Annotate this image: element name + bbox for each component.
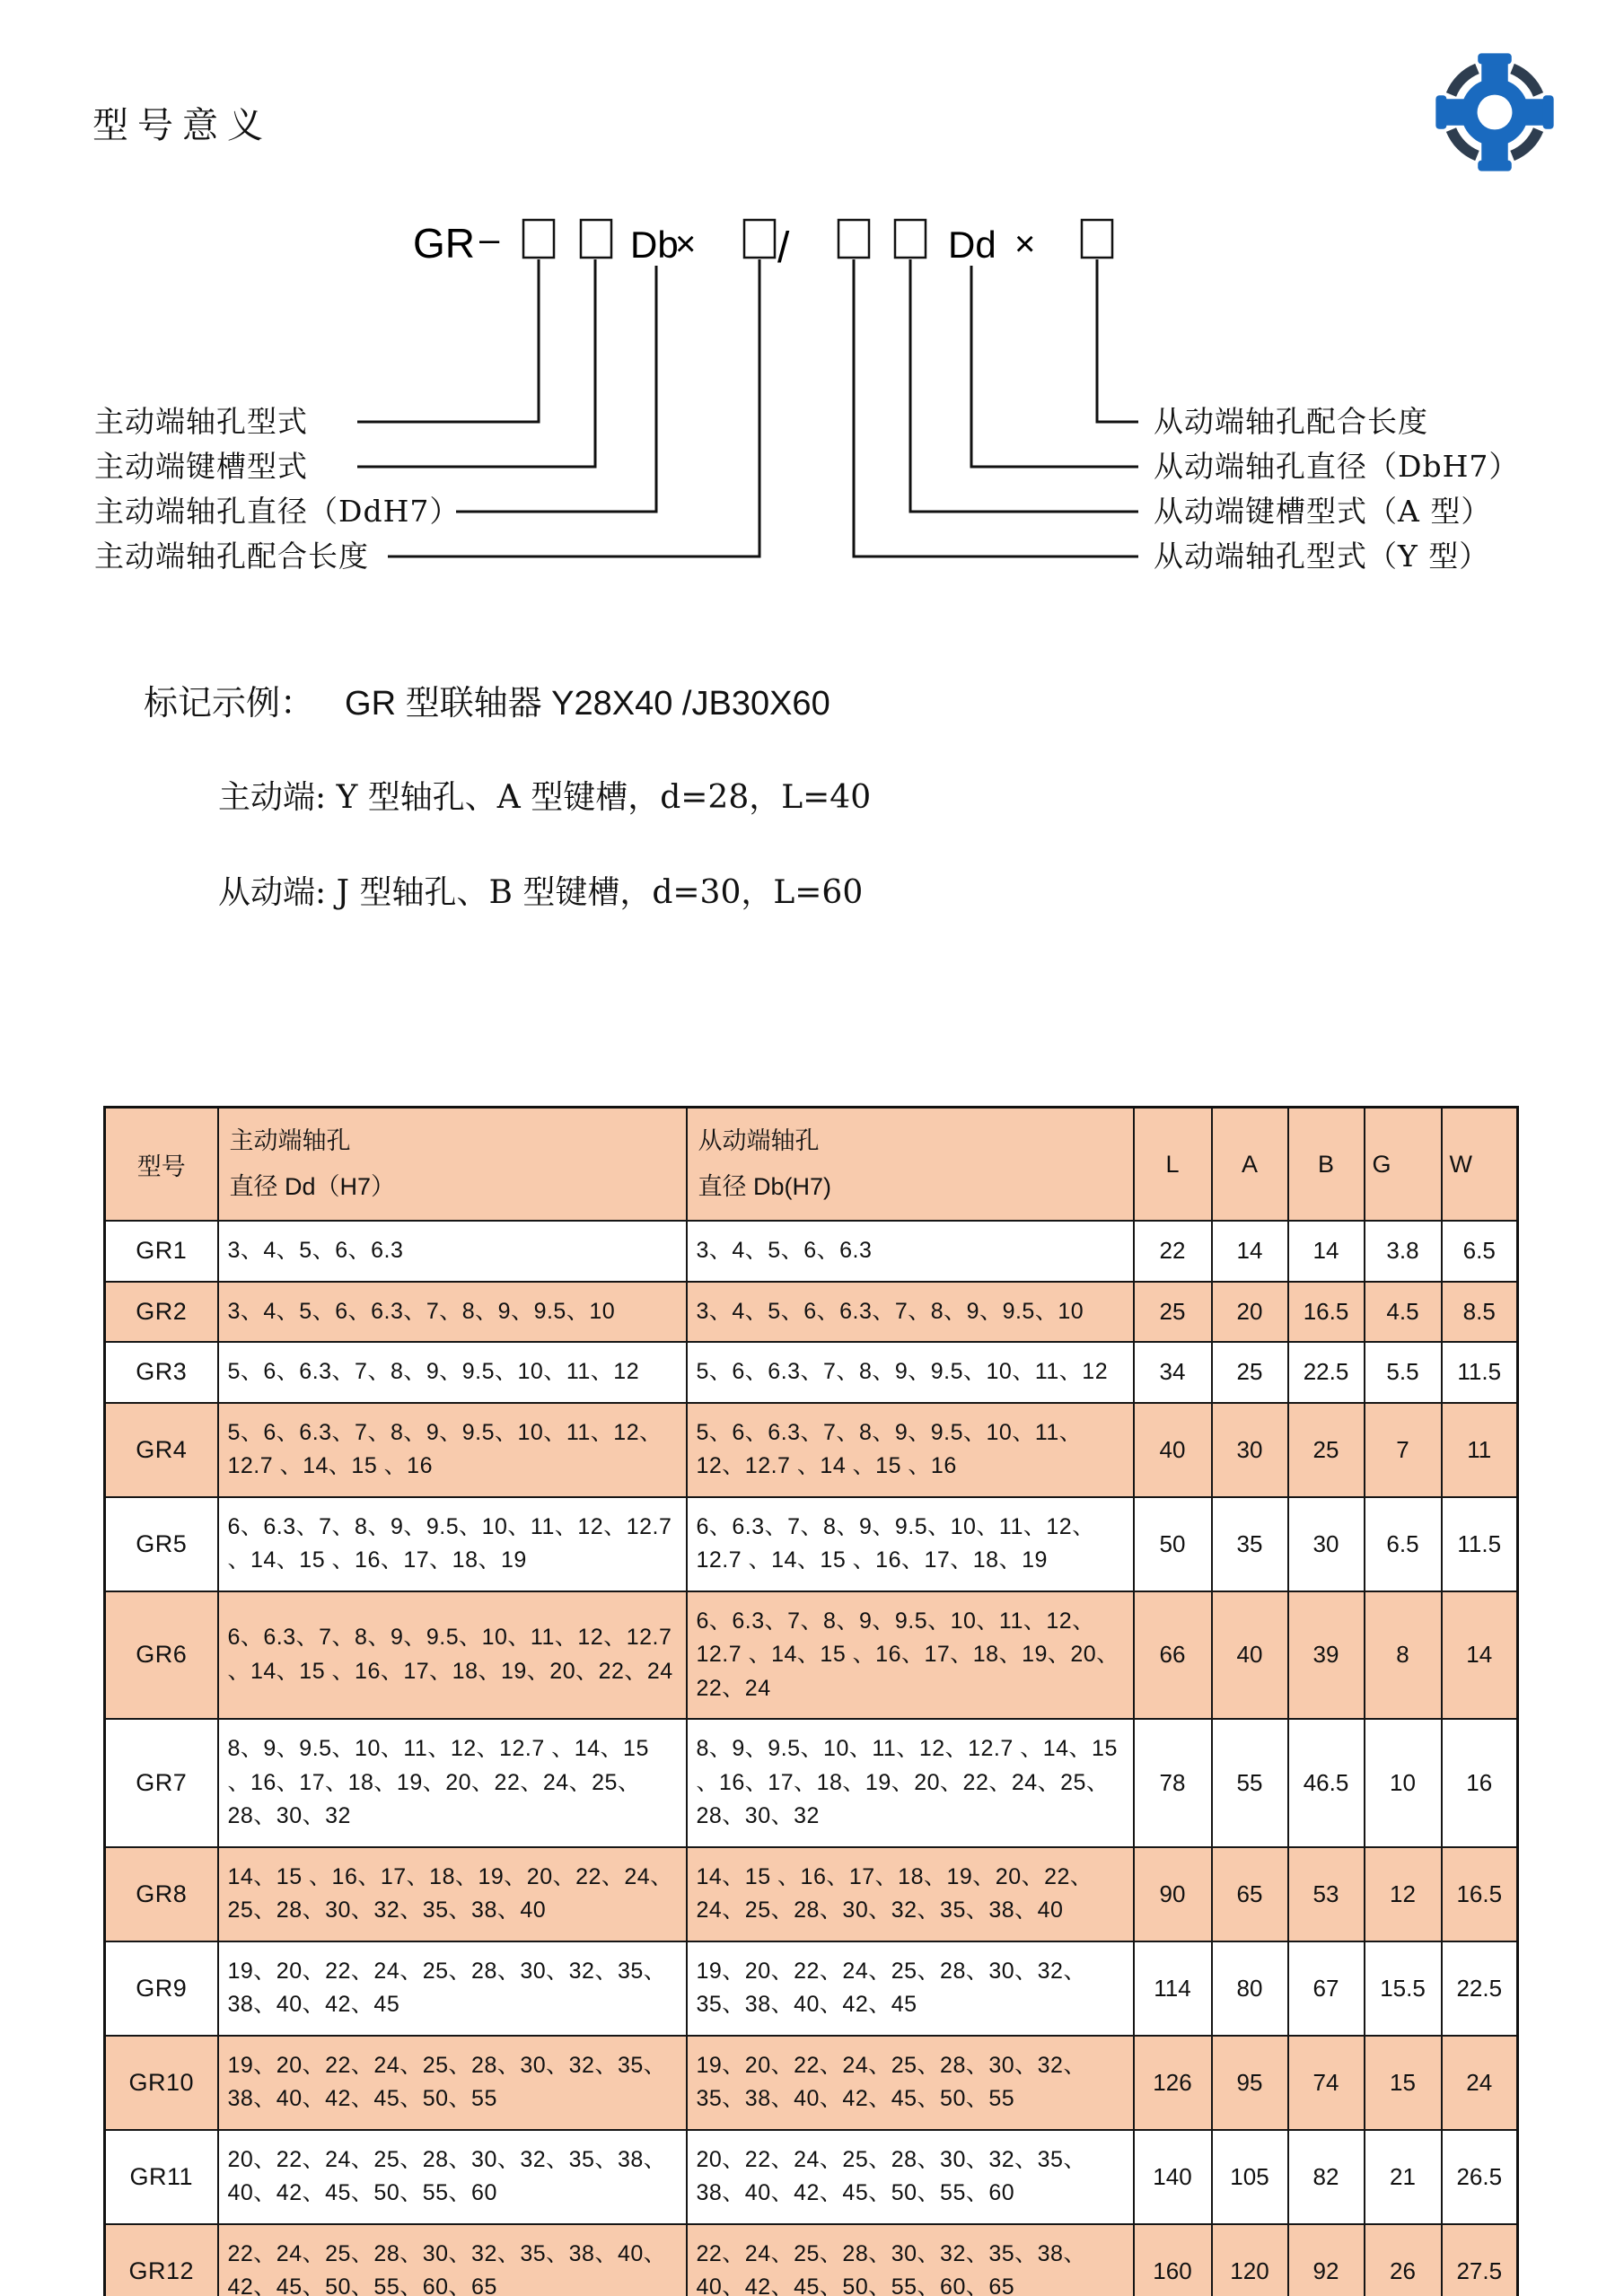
passive-bore-cell: 20、22、24、25、28、30、32、35、38、40、42、45、50、55、60 (687, 2130, 1134, 2224)
table-row (105, 1847, 1518, 1941)
active-bore-cell: 8、9、9.5、10、11、12、12.7 、14、15 、16、17、18、19、20、22、24、25、28、30、32 (218, 1719, 687, 1847)
B-cell: 30 (1288, 1497, 1365, 1591)
L-cell: 126 (1134, 2036, 1212, 2130)
active-bore-cell: 5、6、6.3、7、8、9、9.5、10、11、12、12.7 、14、15 、16 (218, 1403, 687, 1497)
code-dash: – (479, 220, 500, 259)
active-bore-cell: 14、15 、16、17、18、19、20、22、24、25、28、30、32、35、38、40 (218, 1847, 687, 1941)
code-prefix: GR (413, 220, 475, 267)
passive-bore-cell: 19、20、22、24、25、28、30、32、35、38、40、42、45 (687, 1941, 1134, 2036)
A-cell: 40 (1212, 1591, 1288, 1720)
W-cell: 24 (1442, 2036, 1518, 2130)
model-code-diagram (0, 0, 1624, 628)
table-row (105, 2224, 1518, 2296)
model-cell: GR8 (105, 1847, 218, 1941)
table-row (105, 1221, 1518, 1282)
W-cell: 22.5 (1442, 1941, 1518, 2036)
spec-table (103, 1106, 1519, 2296)
W-cell: 8.5 (1442, 1282, 1518, 1343)
L-cell: 34 (1134, 1342, 1212, 1403)
code-box (581, 220, 611, 258)
L-cell: 160 (1134, 2224, 1212, 2296)
B-cell: 53 (1288, 1847, 1365, 1941)
W-cell: 11 (1442, 1403, 1518, 1497)
header-model: 型号 (105, 1108, 218, 1222)
L-cell: 90 (1134, 1847, 1212, 1941)
W-cell: 14 (1442, 1591, 1518, 1720)
code-dd: Dd (948, 223, 996, 266)
label-active-bore-dia: 主动端轴孔直径（DdH7） (94, 494, 461, 529)
G-cell: 8 (1365, 1591, 1442, 1720)
B-cell: 46.5 (1288, 1719, 1365, 1847)
A-cell: 105 (1212, 2130, 1288, 2224)
model-cell: GR10 (105, 2036, 218, 2130)
W-cell: 16.5 (1442, 1847, 1518, 1941)
model-cell: GR9 (105, 1941, 218, 2036)
code-times: × (675, 224, 697, 264)
active-bore-cell: 5、6、6.3、7、8、9、9.5、10、11、12 (218, 1342, 687, 1403)
table-row (105, 1403, 1518, 1497)
header-L: L (1134, 1108, 1212, 1222)
active-bore-cell: 20、22、24、25、28、30、32、35、38、40、42、45、50、55、60 (218, 2130, 687, 2224)
G-cell: 10 (1365, 1719, 1442, 1847)
code-slash: / (777, 224, 790, 272)
G-cell: 6.5 (1365, 1497, 1442, 1591)
A-cell: 95 (1212, 2036, 1288, 2130)
B-cell: 67 (1288, 1941, 1365, 2036)
header-active-bore: 主动端轴孔 直径 Dd（H7） (218, 1108, 687, 1222)
model-cell: GR3 (105, 1342, 218, 1403)
L-cell: 140 (1134, 2130, 1212, 2224)
model-cell: GR7 (105, 1719, 218, 1847)
L-cell: 40 (1134, 1403, 1212, 1497)
marking-example-active: 主动端: Y 型轴孔、A 型键槽，d=28，L=40 (218, 779, 872, 816)
A-cell: 55 (1212, 1719, 1288, 1847)
passive-bore-cell: 3、4、5、6、6.3、7、8、9、9.5、10 (687, 1282, 1134, 1343)
header-G: G (1365, 1108, 1442, 1222)
L-cell: 78 (1134, 1719, 1212, 1847)
page-title: 型号意义 (92, 105, 272, 146)
A-cell: 80 (1212, 1941, 1288, 2036)
active-bore-cell: 3、4、5、6、6.3 (218, 1221, 687, 1282)
table-row (105, 1342, 1518, 1403)
label-passive-key-type: 从动端键槽型式（A 型） (1154, 494, 1492, 529)
model-cell: GR2 (105, 1282, 218, 1343)
passive-bore-cell: 5、6、6.3、7、8、9、9.5、10、11、12 (687, 1342, 1134, 1403)
L-cell: 25 (1134, 1282, 1212, 1343)
label-active-bore-type: 主动端轴孔型式 (94, 404, 308, 439)
G-cell: 15 (1365, 2036, 1442, 2130)
label-passive-bore-type: 从动端轴孔型式（Y 型） (1154, 539, 1490, 574)
G-cell: 4.5 (1365, 1282, 1442, 1343)
W-cell: 6.5 (1442, 1221, 1518, 1282)
model-cell: GR5 (105, 1497, 218, 1591)
A-cell: 65 (1212, 1847, 1288, 1941)
L-cell: 66 (1134, 1591, 1212, 1720)
model-cell: GR6 (105, 1591, 218, 1720)
W-cell: 27.5 (1442, 2224, 1518, 2296)
A-cell: 30 (1212, 1403, 1288, 1497)
passive-bore-cell: 6、6.3、7、8、9、9.5、10、11、12、12.7 、14、15 、16、17、18、19 (687, 1497, 1134, 1591)
L-cell: 50 (1134, 1497, 1212, 1591)
B-cell: 74 (1288, 2036, 1365, 2130)
code-box (838, 220, 869, 258)
W-cell: 26.5 (1442, 2130, 1518, 2224)
W-cell: 11.5 (1442, 1497, 1518, 1591)
G-cell: 26 (1365, 2224, 1442, 2296)
A-cell: 20 (1212, 1282, 1288, 1343)
G-cell: 15.5 (1365, 1941, 1442, 2036)
model-cell: GR4 (105, 1403, 218, 1497)
G-cell: 3.8 (1365, 1221, 1442, 1282)
A-cell: 14 (1212, 1221, 1288, 1282)
passive-bore-cell: 5、6、6.3、7、8、9、9.5、10、11、12、12.7 、14 、15 、16 (687, 1403, 1134, 1497)
active-bore-cell: 19、20、22、24、25、28、30、32、35、38、40、42、45、50、55 (218, 2036, 687, 2130)
label-passive-fit-length: 从动端轴孔配合长度 (1154, 404, 1428, 439)
table-row (105, 1941, 1518, 2036)
table-header-row (105, 1108, 1518, 1222)
marking-example-passive: 从动端: J 型轴孔、B 型键槽，d=30，L=60 (218, 874, 864, 911)
A-cell: 25 (1212, 1342, 1288, 1403)
label-passive-bore-dia: 从动端轴孔直径（DbH7） (1154, 449, 1520, 484)
marking-example-line (144, 675, 830, 724)
passive-bore-cell: 14、15 、16、17、18、19、20、22、24、25、28、30、32、35、38、40 (687, 1847, 1134, 1941)
code-box (523, 220, 554, 258)
active-bore-cell: 6、6.3、7、8、9、9.5、10、11、12、12.7 、14、15 、16、17、18、19 (218, 1497, 687, 1591)
table-row (105, 1282, 1518, 1343)
G-cell: 5.5 (1365, 1342, 1442, 1403)
L-cell: 114 (1134, 1941, 1212, 2036)
label-active-fit-length: 主动端轴孔配合长度 (94, 539, 369, 574)
code-db: Db (630, 223, 679, 266)
A-cell: 35 (1212, 1497, 1288, 1591)
passive-bore-cell: 19、20、22、24、25、28、30、32、35、38、40、42、45、50、55 (687, 2036, 1134, 2130)
G-cell: 21 (1365, 2130, 1442, 2224)
marking-example-label: 标记示例： (144, 683, 315, 723)
G-cell: 7 (1365, 1403, 1442, 1497)
passive-bore-cell: 3、4、5、6、6.3 (687, 1221, 1134, 1282)
header-passive-bore: 从动端轴孔 直径 Db(H7) (687, 1108, 1134, 1222)
B-cell: 39 (1288, 1591, 1365, 1720)
B-cell: 16.5 (1288, 1282, 1365, 1343)
B-cell: 25 (1288, 1403, 1365, 1497)
code-box (744, 220, 775, 258)
G-cell: 12 (1365, 1847, 1442, 1941)
header-A: A (1212, 1108, 1288, 1222)
table-row (105, 2130, 1518, 2224)
code-box (895, 220, 926, 258)
marking-example-code: GR 型联轴器 Y28X40 /JB30X60 (345, 685, 830, 723)
code-box (1082, 220, 1112, 258)
label-active-key-type: 主动端键槽型式 (94, 449, 308, 484)
passive-bore-cell: 22、24、25、28、30、32、35、38、40、42、45、50、55、60、65 (687, 2224, 1134, 2296)
active-bore-cell: 6、6.3、7、8、9、9.5、10、11、12、12.7 、14、15 、16、17、18、19、20、22、24 (218, 1591, 687, 1720)
B-cell: 82 (1288, 2130, 1365, 2224)
model-cell: GR1 (105, 1221, 218, 1282)
B-cell: 14 (1288, 1221, 1365, 1282)
active-bore-cell: 22、24、25、28、30、32、35、38、40、42、45、50、55、60、65 (218, 2224, 687, 2296)
W-cell: 11.5 (1442, 1342, 1518, 1403)
table-row (105, 2036, 1518, 2130)
table-row (105, 1497, 1518, 1591)
W-cell: 16 (1442, 1719, 1518, 1847)
header-W: W (1442, 1108, 1518, 1222)
passive-bore-cell: 8、9、9.5、10、11、12、12.7 、14、15 、16、17、18、19、20、22、24、25、28、30、32 (687, 1719, 1134, 1847)
passive-bore-cell: 6、6.3、7、8、9、9.5、10、11、12、12.7 、14、15 、16、17、18、19、20、22、24 (687, 1591, 1134, 1720)
table-row (105, 1591, 1518, 1720)
B-cell: 92 (1288, 2224, 1365, 2296)
table-row (105, 1719, 1518, 1847)
active-bore-cell: 19、20、22、24、25、28、30、32、35、38、40、42、45 (218, 1941, 687, 2036)
A-cell: 120 (1212, 2224, 1288, 2296)
model-cell: GR11 (105, 2130, 218, 2224)
header-B: B (1288, 1108, 1365, 1222)
model-cell: GR12 (105, 2224, 218, 2296)
code-times: × (1014, 224, 1036, 264)
L-cell: 22 (1134, 1221, 1212, 1282)
active-bore-cell: 3、4、5、6、6.3、7、8、9、9.5、10 (218, 1282, 687, 1343)
B-cell: 22.5 (1288, 1342, 1365, 1403)
